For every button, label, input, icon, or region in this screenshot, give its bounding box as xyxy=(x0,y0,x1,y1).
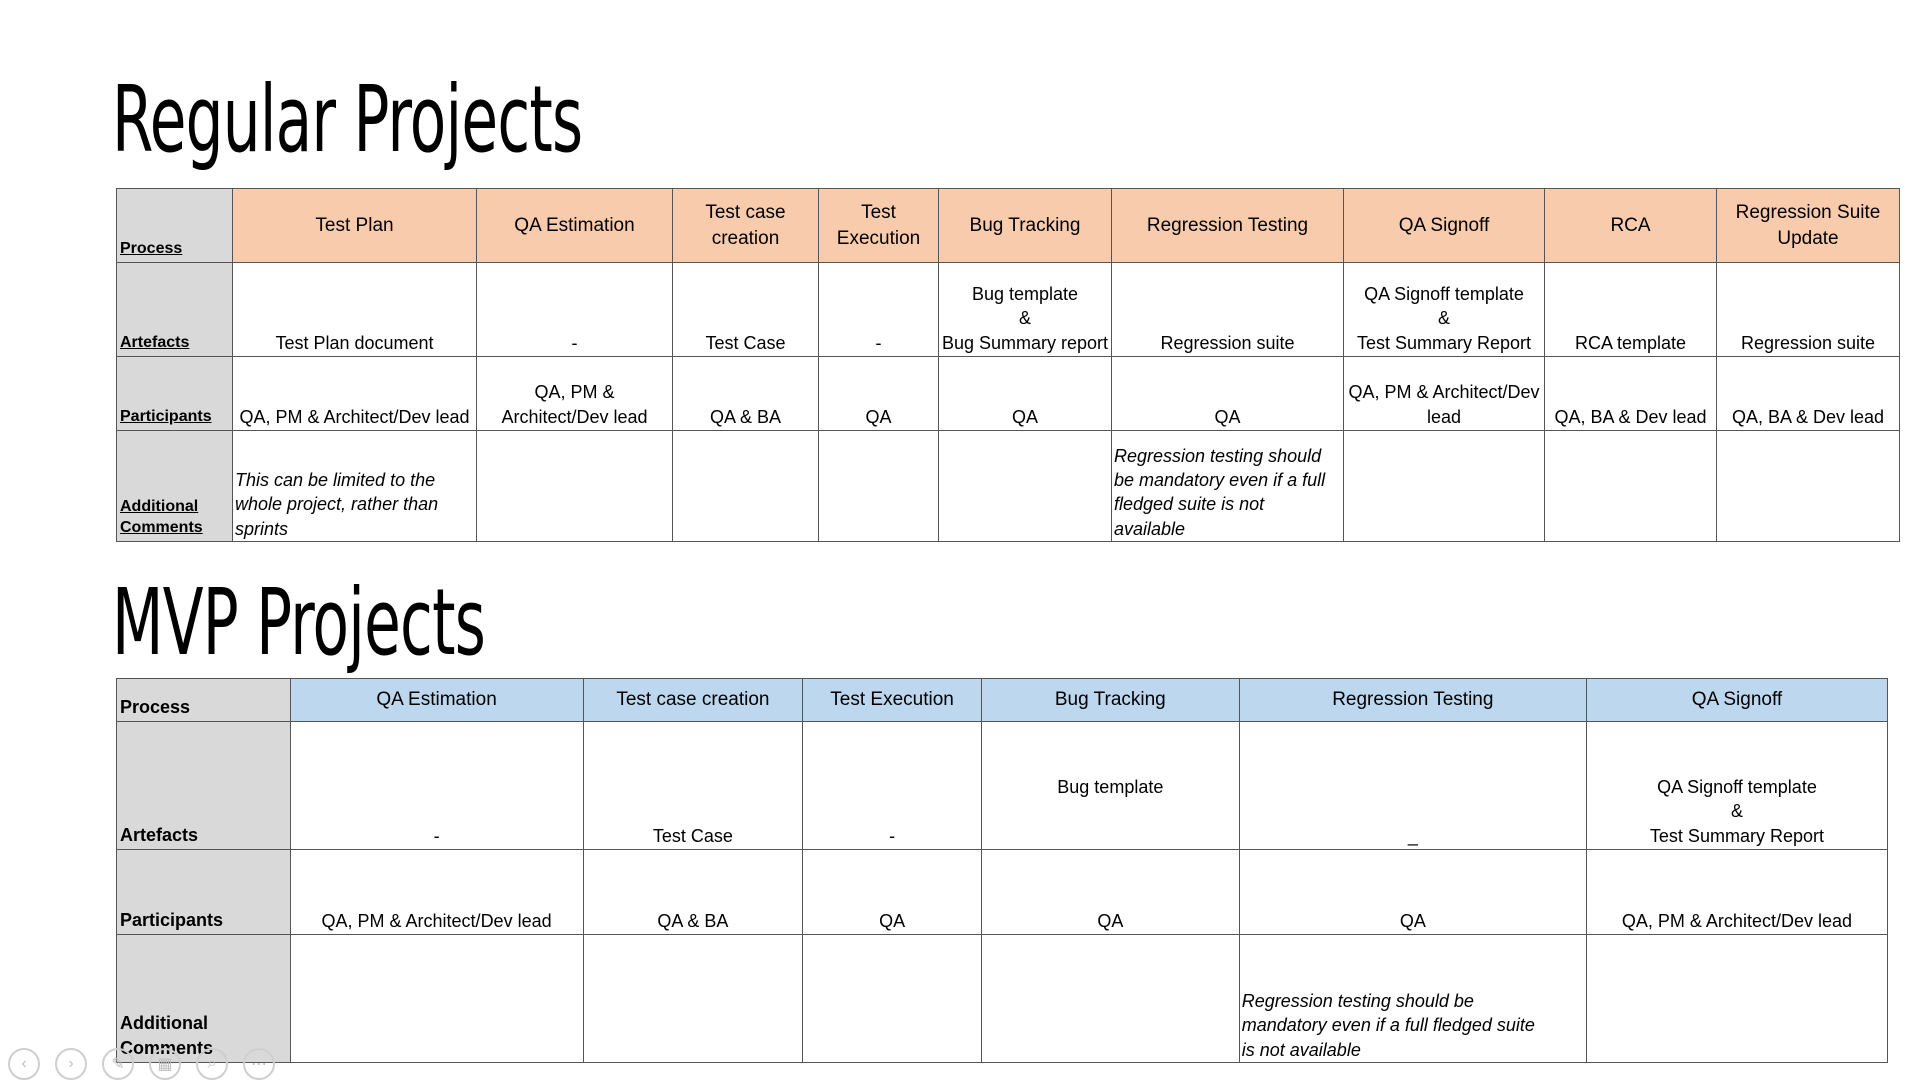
artefact-cell-line: - xyxy=(433,825,440,846)
comment-cell-line: available xyxy=(1114,518,1186,539)
zoom-icon[interactable]: ⌕ xyxy=(196,1048,228,1080)
row-label-comments-line: Comments xyxy=(120,1037,214,1058)
comment-cell xyxy=(233,431,477,542)
row-label-comments-line: Comments xyxy=(120,519,203,537)
comment-cell xyxy=(477,431,673,542)
header-cell xyxy=(477,189,673,263)
comment-cell-line: be mandatory even if a full xyxy=(1114,470,1326,491)
comment-cell xyxy=(290,935,583,1063)
artefact-cell-line xyxy=(984,824,1237,848)
participant-cell-line: QA xyxy=(1399,910,1426,931)
participant-cell xyxy=(1239,850,1586,935)
header-cell xyxy=(1586,679,1887,722)
comment-cell xyxy=(1344,431,1545,542)
header-cell xyxy=(803,679,982,722)
header-cell-line: Regression Testing xyxy=(1146,214,1309,236)
participant-cell-line: QA & BA xyxy=(657,910,729,931)
header-cell xyxy=(981,679,1239,722)
more-icon[interactable]: ⋯ xyxy=(243,1048,275,1080)
comment-cell xyxy=(803,935,982,1063)
participant-cell xyxy=(673,357,819,431)
artefact-cell xyxy=(583,722,803,850)
artefact-cell xyxy=(1545,263,1717,357)
artefact-cell xyxy=(1344,263,1545,357)
artefact-cell-line: & xyxy=(1730,801,1743,822)
artefact-cell xyxy=(803,722,982,850)
header-cell-line: Test xyxy=(861,201,896,223)
header-cell-line: Update xyxy=(1777,227,1839,249)
participants-row xyxy=(117,357,1900,431)
participant-cell xyxy=(1112,357,1344,431)
comment-cell-line: Regression testing should be xyxy=(1241,991,1474,1012)
comment-cell xyxy=(981,935,1239,1063)
artefact-cell xyxy=(939,263,1112,357)
header-cell-line: creation xyxy=(711,227,780,249)
artefact-cell-line xyxy=(984,799,1237,823)
participant-cell-line: QA, PM & Architect/Dev xyxy=(1348,382,1540,403)
header-cell xyxy=(1717,189,1900,263)
participant-cell xyxy=(233,357,477,431)
artefact-cell-line: Bug template xyxy=(1057,777,1164,798)
participant-cell xyxy=(1545,357,1717,431)
header-cell-line: Test Plan xyxy=(315,214,394,236)
row-label-comments xyxy=(117,935,291,1063)
comment-cell-line: sprints xyxy=(235,518,289,539)
mvp-projects-title: MVP Projects xyxy=(112,569,486,676)
participant-cell xyxy=(819,357,939,431)
comment-cell-line: whole project, rather than xyxy=(235,494,439,515)
row-label-artefacts: Artefacts xyxy=(117,722,291,850)
participant-cell xyxy=(290,850,583,935)
comment-cell xyxy=(1239,935,1586,1063)
artefact-cell-line: Bug template xyxy=(971,284,1079,305)
artefact-cell xyxy=(233,263,477,357)
artefact-cell-line: - xyxy=(875,332,882,353)
header-cell-line: RCA xyxy=(1610,214,1651,236)
header-cell xyxy=(583,679,803,722)
header-cell-line: QA Estimation xyxy=(514,214,635,236)
artefact-cell xyxy=(673,263,819,357)
mvp-projects-table xyxy=(116,678,1888,1063)
row-label-participants: Participants xyxy=(117,357,233,431)
header-cell xyxy=(673,189,819,263)
artefact-cell xyxy=(819,263,939,357)
artefact-cell xyxy=(1112,263,1344,357)
artefact-cell-line: Test Summary Report xyxy=(1356,332,1532,353)
participant-cell-line: QA, PM & xyxy=(534,382,615,403)
participant-cell xyxy=(1586,850,1887,935)
header-cell xyxy=(1239,679,1586,722)
artefact-cell xyxy=(290,722,583,850)
participant-cell xyxy=(981,850,1239,935)
artefact-cell-line: - xyxy=(571,332,578,353)
previous-slide-icon[interactable]: ‹ xyxy=(8,1048,40,1080)
row-label-participants: Participants xyxy=(117,850,291,935)
participant-cell-line: QA, BA & Dev lead xyxy=(1554,406,1707,427)
participant-cell-line: QA, PM & Architect/Dev lead xyxy=(239,406,470,427)
header-cell xyxy=(1112,189,1344,263)
comment-cell-line: fledged suite is not xyxy=(1114,494,1265,515)
row-label-comments xyxy=(117,431,233,542)
header-cell xyxy=(819,189,939,263)
artefact-cell-line: Test Summary Report xyxy=(1649,825,1824,846)
artefacts-row xyxy=(117,263,1900,357)
artefact-cell-line: Test Case xyxy=(652,825,733,846)
header-cell-line: Bug Tracking xyxy=(1054,689,1166,711)
artefacts-row xyxy=(117,722,1888,850)
participant-cell-line: QA & BA xyxy=(709,406,782,427)
artefact-cell-line: Test Plan document xyxy=(275,332,434,353)
comment-cell-line: mandatory even if a full fledged suite xyxy=(1241,1015,1535,1036)
participants-row xyxy=(117,850,1888,935)
comment-cell xyxy=(1545,431,1717,542)
participant-cell xyxy=(583,850,803,935)
artefact-cell-line: Regression suite xyxy=(1740,332,1876,353)
artefact-cell-line: Regression suite xyxy=(1160,332,1295,353)
participant-cell xyxy=(939,357,1112,431)
participant-cell-line: QA xyxy=(865,406,892,427)
participant-cell xyxy=(477,357,673,431)
participant-cell xyxy=(1344,357,1545,431)
comment-cell-line: is not available xyxy=(1241,1039,1361,1060)
participant-cell xyxy=(803,850,982,935)
artefact-cell-line: Test Case xyxy=(705,332,786,353)
next-slide-icon[interactable]: › xyxy=(55,1048,87,1080)
participant-cell-line: QA, PM & Architect/Dev lead xyxy=(321,910,552,931)
header-cell-line: Test case xyxy=(705,201,786,223)
process-row xyxy=(117,189,1900,263)
artefact-cell-line: & xyxy=(1437,308,1450,329)
pen-icon[interactable]: ✎ xyxy=(102,1048,134,1080)
comments-row xyxy=(117,935,1888,1063)
comment-cell xyxy=(1112,431,1344,542)
artefact-cell xyxy=(477,263,673,357)
header-cell xyxy=(290,679,583,722)
participant-cell-line: QA, PM & Architect/Dev lead xyxy=(1621,910,1852,931)
participant-cell-line: QA xyxy=(1214,406,1241,427)
row-label-comments-line: Additional xyxy=(120,497,199,515)
artefact-cell-line: & xyxy=(1018,308,1031,329)
artefact-cell xyxy=(1239,722,1586,850)
participant-cell-line: Architect/Dev lead xyxy=(501,406,648,427)
row-label-comments-line: Additional xyxy=(120,1013,208,1034)
artefact-cell-line: QA Signoff template xyxy=(1364,284,1524,305)
row-label-process: Process xyxy=(117,679,291,722)
header-cell-line: Test case creation xyxy=(616,689,770,711)
comment-cell xyxy=(939,431,1112,542)
header-cell xyxy=(233,189,477,263)
header-cell-line: QA Signoff xyxy=(1398,214,1490,236)
artefact-cell xyxy=(981,722,1239,850)
artefact-cell xyxy=(1717,263,1900,357)
row-label-process: Process xyxy=(117,189,233,263)
comment-cell xyxy=(673,431,819,542)
header-cell xyxy=(1545,189,1717,263)
header-cell-line: Test Execution xyxy=(830,689,954,711)
comment-cell xyxy=(583,935,803,1063)
comment-cell xyxy=(1586,935,1887,1063)
slides-icon[interactable]: ▦ xyxy=(149,1048,181,1080)
participant-cell xyxy=(1717,357,1900,431)
participant-cell-line: QA xyxy=(1011,406,1038,427)
header-cell xyxy=(1344,189,1545,263)
header-cell-line: QA Estimation xyxy=(376,689,497,711)
process-row xyxy=(117,679,1888,722)
comments-row xyxy=(117,431,1900,542)
artefact-cell-line: _ xyxy=(1407,825,1418,846)
participant-cell-line: lead xyxy=(1426,406,1462,427)
header-cell-line: Regression Testing xyxy=(1332,689,1494,711)
header-cell-line: Execution xyxy=(836,227,921,249)
regular-projects-table xyxy=(116,188,1900,542)
comment-cell-line: This can be limited to the xyxy=(235,470,436,491)
header-cell-line: QA Signoff xyxy=(1691,689,1783,711)
header-cell-line: Bug Tracking xyxy=(969,214,1081,236)
regular-projects-title: Regular Projects xyxy=(112,66,583,173)
row-label-artefacts: Artefacts xyxy=(117,263,233,357)
participant-cell-line: QA, BA & Dev lead xyxy=(1731,406,1885,427)
artefact-cell-line: Bug Summary report xyxy=(941,332,1109,353)
comment-cell-line: Regression testing should xyxy=(1114,445,1322,466)
artefact-cell-line: - xyxy=(889,825,896,846)
artefact-cell-line: RCA template xyxy=(1574,332,1687,353)
participant-cell-line: QA xyxy=(1097,910,1124,931)
artefact-cell xyxy=(1586,722,1887,850)
participant-cell-line: QA xyxy=(879,910,906,931)
header-cell-line: Regression Suite xyxy=(1735,201,1881,223)
artefact-cell-line: QA Signoff template xyxy=(1657,777,1817,798)
header-cell xyxy=(939,189,1112,263)
comment-cell xyxy=(819,431,939,542)
comment-cell xyxy=(1717,431,1900,542)
